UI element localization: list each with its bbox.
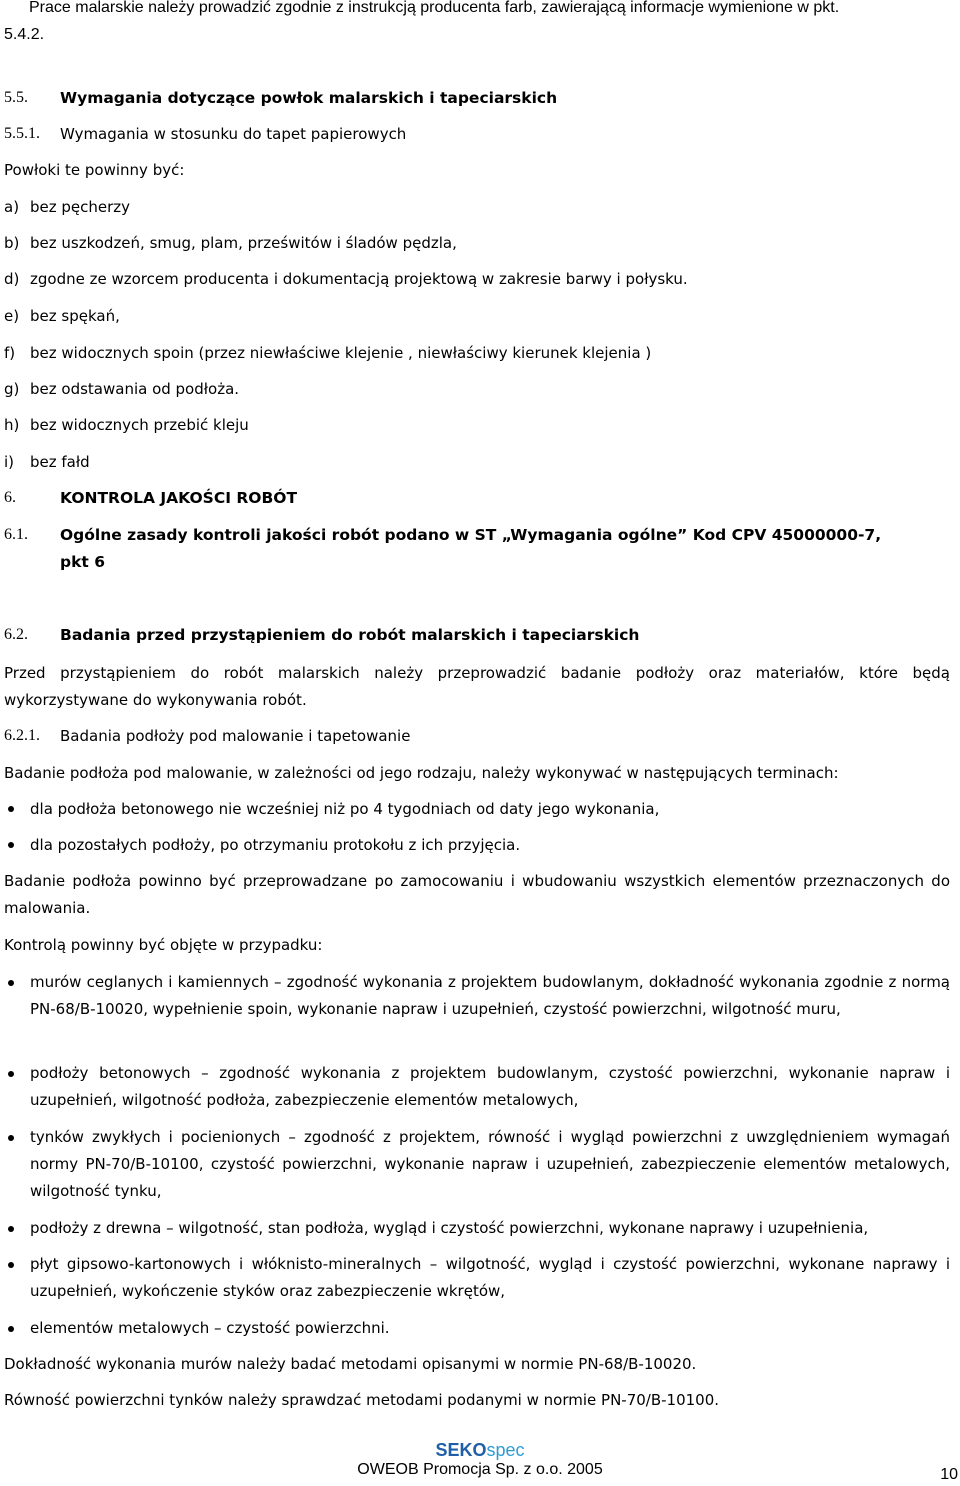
section-number: 6. xyxy=(4,489,16,506)
section-number: 6.2. xyxy=(4,626,28,643)
text-line: Prace malarskie należy prowadzić zgodnie z instrukcją producenta farb, zawierającą informacje wymienione w pkt. xyxy=(29,0,840,16)
list-marker: a) xyxy=(4,198,20,216)
section-number: 6.2.1. xyxy=(4,727,40,744)
list-item: dla podłoża betonowego nie wcześniej niż po 4 tygodniach od daty jego wykonania, xyxy=(30,800,660,818)
list-item: płyt gipsowo-kartonowych i włóknisto-mineralnych – wilgotność, wygląd i czystość powierzchni, wykonane naprawy i uzupełnień, wykończenie styków oraz zabezpieczenie wkrętów, xyxy=(30,1255,950,1300)
list-marker: i) xyxy=(4,453,15,471)
section-heading: Wymagania w stosunku do tapet papierowych xyxy=(60,125,407,143)
list-item: bez odstawania od podłoża. xyxy=(30,380,240,398)
section-heading: KONTROLA JAKOŚCI ROBÓT xyxy=(60,489,298,507)
intro-text: Powłoki te powinny być: xyxy=(4,161,185,179)
list-marker: g) xyxy=(4,380,20,398)
list-item: bez widocznych spoin (przez niewłaściwe klejenie , niewłaściwy kierunek klejenia ) xyxy=(30,344,652,362)
list-item: elementów metalowych – czystość powierzchni. xyxy=(30,1319,390,1337)
list-item: bez uszkodzeń, smug, plam, prześwitów i śladów pędzla, xyxy=(30,234,457,252)
brand-spec: spec xyxy=(486,1440,525,1460)
bullet-icon xyxy=(8,1071,14,1077)
text-line: 5.4.2. xyxy=(4,26,45,43)
list-item: dla pozostałych podłoży, po otrzymaniu protokołu z ich przyjęcia. xyxy=(30,836,521,854)
page-number: 10 xyxy=(940,1466,958,1483)
list-marker: d) xyxy=(4,270,20,288)
list-marker: f) xyxy=(4,344,16,362)
list-item: bez pęcherzy xyxy=(30,198,131,216)
section-number: 5.5. xyxy=(4,89,28,106)
paragraph: Badanie podłoża pod malowanie, w zależności od jego rodzaju, należy wykonywać w następujących terminach: xyxy=(4,764,839,782)
bullet-icon xyxy=(8,1262,14,1268)
list-marker: e) xyxy=(4,307,20,325)
list-item: bez spękań, xyxy=(30,307,120,325)
list-item: zgodne ze wzorcem producenta i dokumentacją projektową w zakresie barwy i połysku. xyxy=(30,270,688,288)
paragraph: Dokładność wykonania murów należy badać metodami opisanymi w normie PN-68/B-10020. xyxy=(4,1355,697,1373)
section-heading: Badania przed przystąpieniem do robót malarskich i tapeciarskich xyxy=(60,626,640,644)
bullet-icon xyxy=(8,806,14,812)
section-number: 5.5.1. xyxy=(4,125,40,142)
paragraph: Badanie podłoża powinno być przeprowadzane po zamocowaniu i wbudowaniu wszystkich elementów przeznaczonych do malowania. xyxy=(4,872,950,917)
paragraph: Kontrolą powinny być objęte w przypadku: xyxy=(4,936,323,954)
section-heading-cont: pkt 6 xyxy=(60,553,105,571)
list-item: podłoży z drewna – wilgotność, stan podłoża, wygląd i czystość powierzchni, wykonane naprawy i uzupełnienia, xyxy=(30,1219,869,1237)
footer-brand xyxy=(0,1440,960,1461)
footer-company: OWEOB Promocja Sp. z o.o. 2005 xyxy=(357,1461,603,1478)
paragraph: Równość powierzchni tynków należy sprawdzać metodami podanymi w normie PN-70/B-10100. xyxy=(4,1391,720,1409)
list-marker: h) xyxy=(4,416,20,434)
list-item: tynków zwykłych i pocienionych – zgodność z projektem, równość i wygląd powierzchni z uwzględnieniem wymagań normy PN-70/B-10100, czystość powierzchni, wykonanie napraw i uzupełnień, zabezpieczenie elementów metalowych, wilgotność tynku, xyxy=(30,1128,950,1200)
section-heading: Wymagania dotyczące powłok malarskich i tapeciarskich xyxy=(60,89,558,107)
bullet-icon xyxy=(8,842,14,848)
bullet-icon xyxy=(8,1326,14,1332)
bullet-icon xyxy=(8,1226,14,1232)
list-marker: b) xyxy=(4,234,20,252)
list-item: bez widocznych przebić kleju xyxy=(30,416,249,434)
paragraph: Przed przystąpieniem do robót malarskich należy przeprowadzić badanie podłoży oraz materiałów, które będą wykorzystywane do wykonywania robót. xyxy=(4,664,950,709)
brand-seko: SEKO xyxy=(435,1440,487,1460)
list-item: bez fałd xyxy=(30,453,90,471)
list-item: podłoży betonowych – zgodność wykonania z projektem budowlanym, czystość powierzchni, wykonanie napraw i uzupełnień, wilgotność podłoża, zabezpieczenie elementów metalowych, xyxy=(30,1064,950,1109)
section-heading: Badania podłoży pod malowanie i tapetowanie xyxy=(60,727,411,745)
section-number: 6.1. xyxy=(4,526,28,543)
list-item: murów ceglanych i kamiennych – zgodność wykonania z projektem budowlanym, dokładność wykonania zgodnie z normą PN-68/B-10020, wypełnienie spoin, wykonanie napraw i uzupełnień, czystość powierzchni, wilgotność muru, xyxy=(30,973,950,1018)
bullet-icon xyxy=(8,1135,14,1141)
section-heading: Ogólne zasady kontroli jakości robót podano w ST „Wymagania ogólne” Kod CPV 45000000-7, xyxy=(60,526,882,544)
bullet-icon xyxy=(8,980,14,986)
